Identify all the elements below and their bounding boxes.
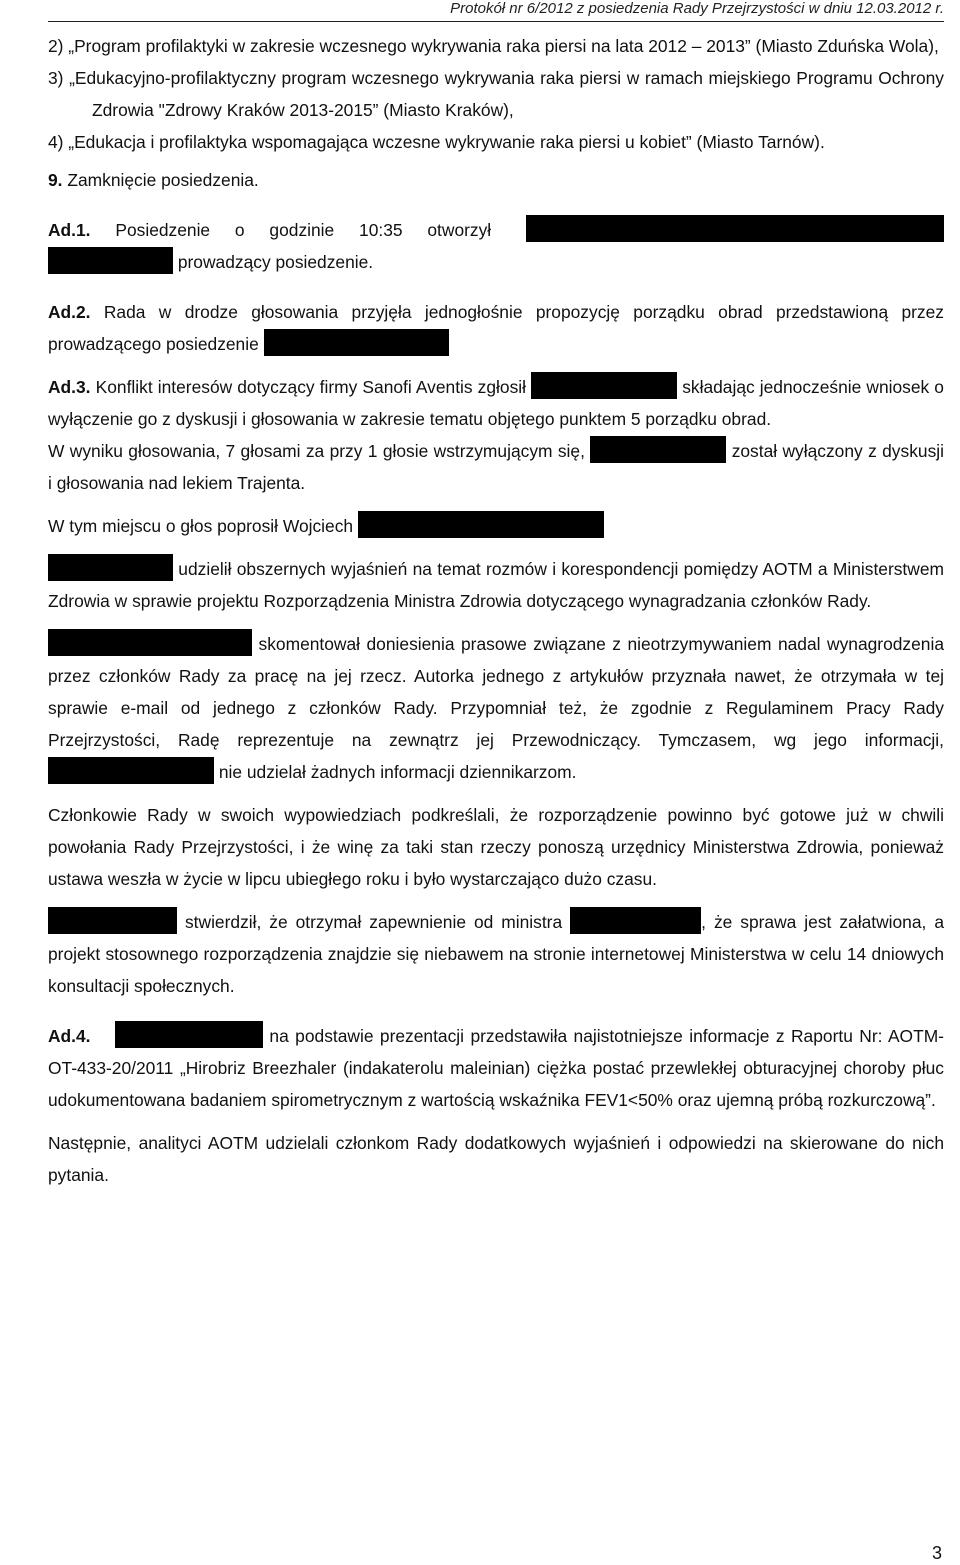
ad1-label: Ad.1. <box>48 220 91 240</box>
ad4-paragraph <box>48 1020 944 1116</box>
redaction-block <box>531 372 677 399</box>
item-9-number: 9. <box>48 170 63 190</box>
redaction-block <box>526 215 944 242</box>
press-text-a: skomentował doniesienia prasowe związane z nieotrzymywaniem nadal wynagrodzenia przez członków Rady za pracę na jej rzecz. Autorka jednego z artykułów przyznała nawet, że otrzymała w tej sprawie e-mail od jednego z członków Rady. Przypomniał też, że zgodnie z Regulaminem Pracy Rady Przejrzystości, Radę reprezentuje na zewnątrz jej Przewodniczący. Tymczasem, wg jego informacji, <box>48 634 944 750</box>
agenda-item-4: 4) „Edukacja i profilaktyka wspomagająca wczesne wykrywanie raka piersi u kobiet” (Miasto Tarnów). <box>48 132 825 152</box>
page-header: Protokół nr 6/2012 z posiedzenia Rady Przejrzystości w dniu 12.03.2012 r. <box>450 0 944 17</box>
ad3-vote-a: W wyniku głosowania, 7 głosami za przy 1 głosie wstrzymującym się, <box>48 441 585 461</box>
redaction-block <box>48 247 173 274</box>
redaction-block <box>590 436 726 463</box>
ad2-text: Rada w drodze głosowania przyjęła jednogłośnie propozycję porządku obrad przedstawioną przez prowadzącego posiedzenie <box>48 302 944 354</box>
agenda-item-2: 2) „Program profilaktyki w zakresie wczesnego wykrywania raka piersi na lata 2012 – 2013” (Miasto Zduńska Wola), <box>48 36 939 56</box>
ad3-text-a: Konflikt interesów dotyczący firmy Sanofi Aventis zgłosił <box>95 377 526 397</box>
ad2-label: Ad.2. <box>48 302 91 322</box>
wojciech-paragraph <box>48 510 944 542</box>
agenda-item-9 <box>48 164 944 196</box>
wojciech-text: W tym miejscu o głos poprosił Wojciech <box>48 516 354 536</box>
ad3-vote-paragraph <box>48 435 944 499</box>
redaction-block <box>48 629 252 656</box>
ad3-text-b: składając jednocześnie wniosek o wyłączenie go z dyskusji i głosowania w zakresie tematu objętego punktem 5 porządku obrad. <box>48 377 944 429</box>
ad4-text: na podstawie prezentacji przedstawiła najistotniejsze informacje z Raportu Nr: AOTM-OT-433-20/2011 „Hirobriz Breezhaler (indakaterolu maleinian) ciężka postać przewlekłej obturacyjnej choroby płuc udokumentowana badaniem spirometrycznym z wartością wskaźnika FEV1<50% oraz ujemną próbą rozkurczową”. <box>48 1026 944 1110</box>
ad1-text-a: Posiedzenie o godzinie 10:35 otworzył <box>115 220 492 240</box>
agenda-item-3: 3) „Edukacyjno-profilaktyczny program wczesnego wykrywania raka piersi w ramach miejskiego Programu Ochrony Zdrowia "Zdrowy Kraków 2013-2015” (Miasto Kraków), <box>48 68 944 120</box>
ad1-text-b: prowadzący posiedzenie. <box>177 252 374 272</box>
ad3-vote-b: został wyłączony z dyskusji i głosowania nad lekiem Trajenta. <box>48 441 944 493</box>
document-body <box>48 30 944 1191</box>
ad2-paragraph <box>48 296 944 360</box>
redaction-block <box>264 329 449 356</box>
explanation-text: udzielił obszernych wyjaśnień na temat rozmów i korespondencji pomiędzy AOTM a Ministerstwem Zdrowia w sprawie projektu Rozporządzenia Ministra Zdrowia dotyczącego wynagradzania członków Rady. <box>48 559 944 611</box>
ad3-label: Ad.3. <box>48 377 91 397</box>
redaction-block <box>48 554 173 581</box>
redaction-block <box>115 1021 263 1048</box>
explanation-paragraph <box>48 553 944 617</box>
minister-text-b: , że sprawa jest załatwiona, a projekt stosownego rozporządzenia znajdzie się niebawem na stronie internetowej Ministerstwa w celu 14 dniowych konsultacji społecznych. <box>48 912 944 996</box>
ad1-paragraph <box>48 214 944 278</box>
redaction-block <box>570 907 701 934</box>
redaction-block <box>48 757 214 784</box>
page-number: 3 <box>931 1543 942 1563</box>
header-rule <box>48 21 944 22</box>
minister-paragraph <box>48 906 944 1002</box>
ad3-paragraph <box>48 371 944 435</box>
ad4-label: Ad.4. <box>48 1026 91 1046</box>
press-paragraph <box>48 628 944 788</box>
analysts-paragraph: Następnie, analityci AOTM udzielali członkom Rady dodatkowych wyjaśnień i odpowiedzi na skierowane do nich pytania. <box>48 1133 944 1185</box>
minister-text-a: stwierdził, że otrzymał zapewnienie od ministra <box>184 912 563 932</box>
press-text-b: nie udzielał żadnych informacji dziennikarzom. <box>218 762 577 782</box>
members-paragraph: Członkowie Rady w swoich wypowiedziach podkreślali, że rozporządzenie powinno być gotowe już w chwili powołania Rady Przejrzystości, i że winę za taki stan rzeczy ponoszą urzędnicy Ministerstwa Zdrowia, ponieważ ustawa weszła w życie w lipcu ubiegłego roku i było wystarczająco dużo czasu. <box>48 805 944 889</box>
redaction-block <box>48 907 177 934</box>
redaction-block <box>358 511 604 538</box>
item-9-text: Zamknięcie posiedzenia. <box>67 170 259 190</box>
